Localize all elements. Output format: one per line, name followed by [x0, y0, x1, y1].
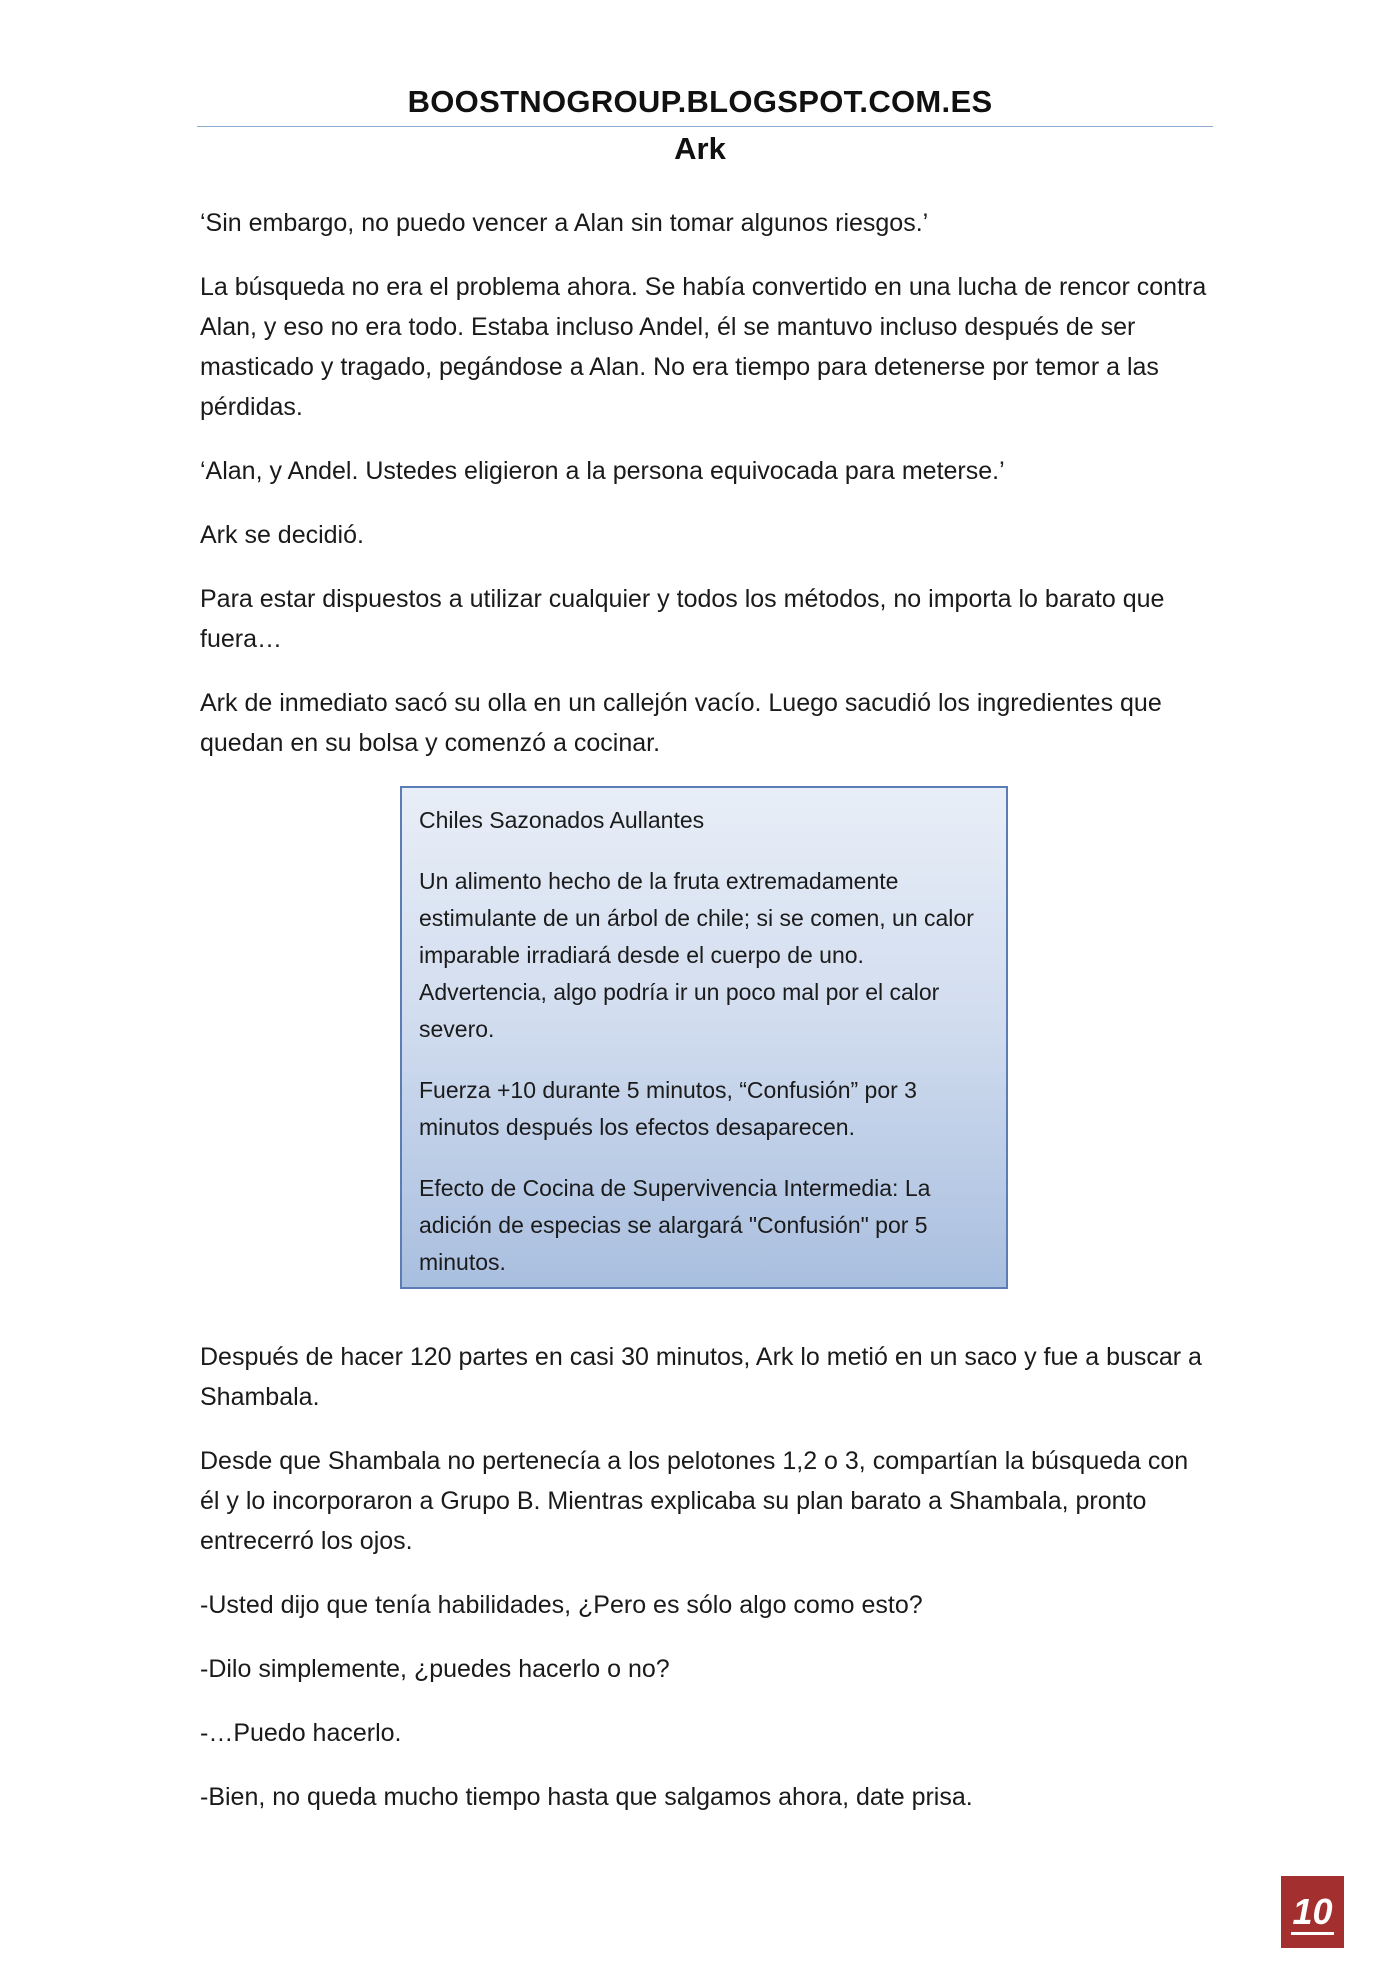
item-info-box [400, 786, 1008, 1289]
page-number-badge [1281, 1876, 1344, 1948]
body-text-top [200, 203, 1212, 787]
item-description: Un alimento hecho de la fruta extremadamente estimulante de un árbol de chile; si se comen, un calor imparable irradiará desde el cuerpo de uno. Advertencia, algo podría ir un poco mal por el calor severo. [419, 868, 974, 1042]
dialogue-line: -Usted dijo que tenía habilidades, ¿Pero es sólo algo como esto? [200, 1591, 923, 1619]
header-divider [197, 126, 1213, 127]
dialogue-line: -…Puedo hacerlo. [200, 1719, 402, 1747]
paragraph: Para estar dispuestos a utilizar cualquier y todos los métodos, no importa lo barato que fuera… [200, 585, 1165, 653]
paragraph: La búsqueda no era el problema ahora. Se había convertido en una lucha de rencor contra Alan, y eso no era todo. Estaba incluso Andel, él se mantuvo incluso después de ser masticado y tragado, pegándose a Alan. No era tiempo para detenerse por temor a las pérdidas. [200, 273, 1207, 421]
chapter-title: Ark [674, 131, 726, 166]
paragraph: Después de hacer 120 partes en casi 30 minutos, Ark lo metió en un saco y fue a buscar a Shambala. [200, 1343, 1202, 1411]
paragraph: ‘Alan, y Andel. Ustedes eligieron a la persona equivocada para meterse.’ [200, 457, 1005, 485]
body-text-bottom [200, 1337, 1212, 1841]
page-number: 10 [1291, 1891, 1333, 1935]
item-skill-effect: Efecto de Cocina de Supervivencia Intermedia: La adición de especias se alargará "Confusión" por 5 minutos. [419, 1175, 931, 1275]
paragraph: ‘Sin embargo, no puedo vencer a Alan sin tomar algunos riesgos.’ [200, 209, 929, 237]
item-name: Chiles Sazonados Aullantes [419, 807, 705, 833]
paragraph: Desde que Shambala no pertenecía a los pelotones 1,2 o 3, compartían la búsqueda con él y lo incorporaron a Grupo B. Mientras explicaba su plan barato a Shambala, pronto entrecerró los ojos. [200, 1447, 1189, 1555]
paragraph: Ark de inmediato sacó su olla en un callejón vacío. Luego sacudió los ingredientes que quedan en su bolsa y comenzó a cocinar. [200, 689, 1162, 757]
dialogue-line: -Bien, no queda mucho tiempo hasta que salgamos ahora, date prisa. [200, 1783, 973, 1811]
item-effect: Fuerza +10 durante 5 minutos, “Confusión” por 3 minutos después los efectos desaparecen. [419, 1077, 917, 1140]
header-site-title: BOOSTNOGROUP.BLOGSPOT.COM.ES [407, 84, 993, 119]
paragraph: Ark se decidió. [200, 521, 364, 549]
dialogue-line: -Dilo simplemente, ¿puedes hacerlo o no? [200, 1655, 670, 1683]
